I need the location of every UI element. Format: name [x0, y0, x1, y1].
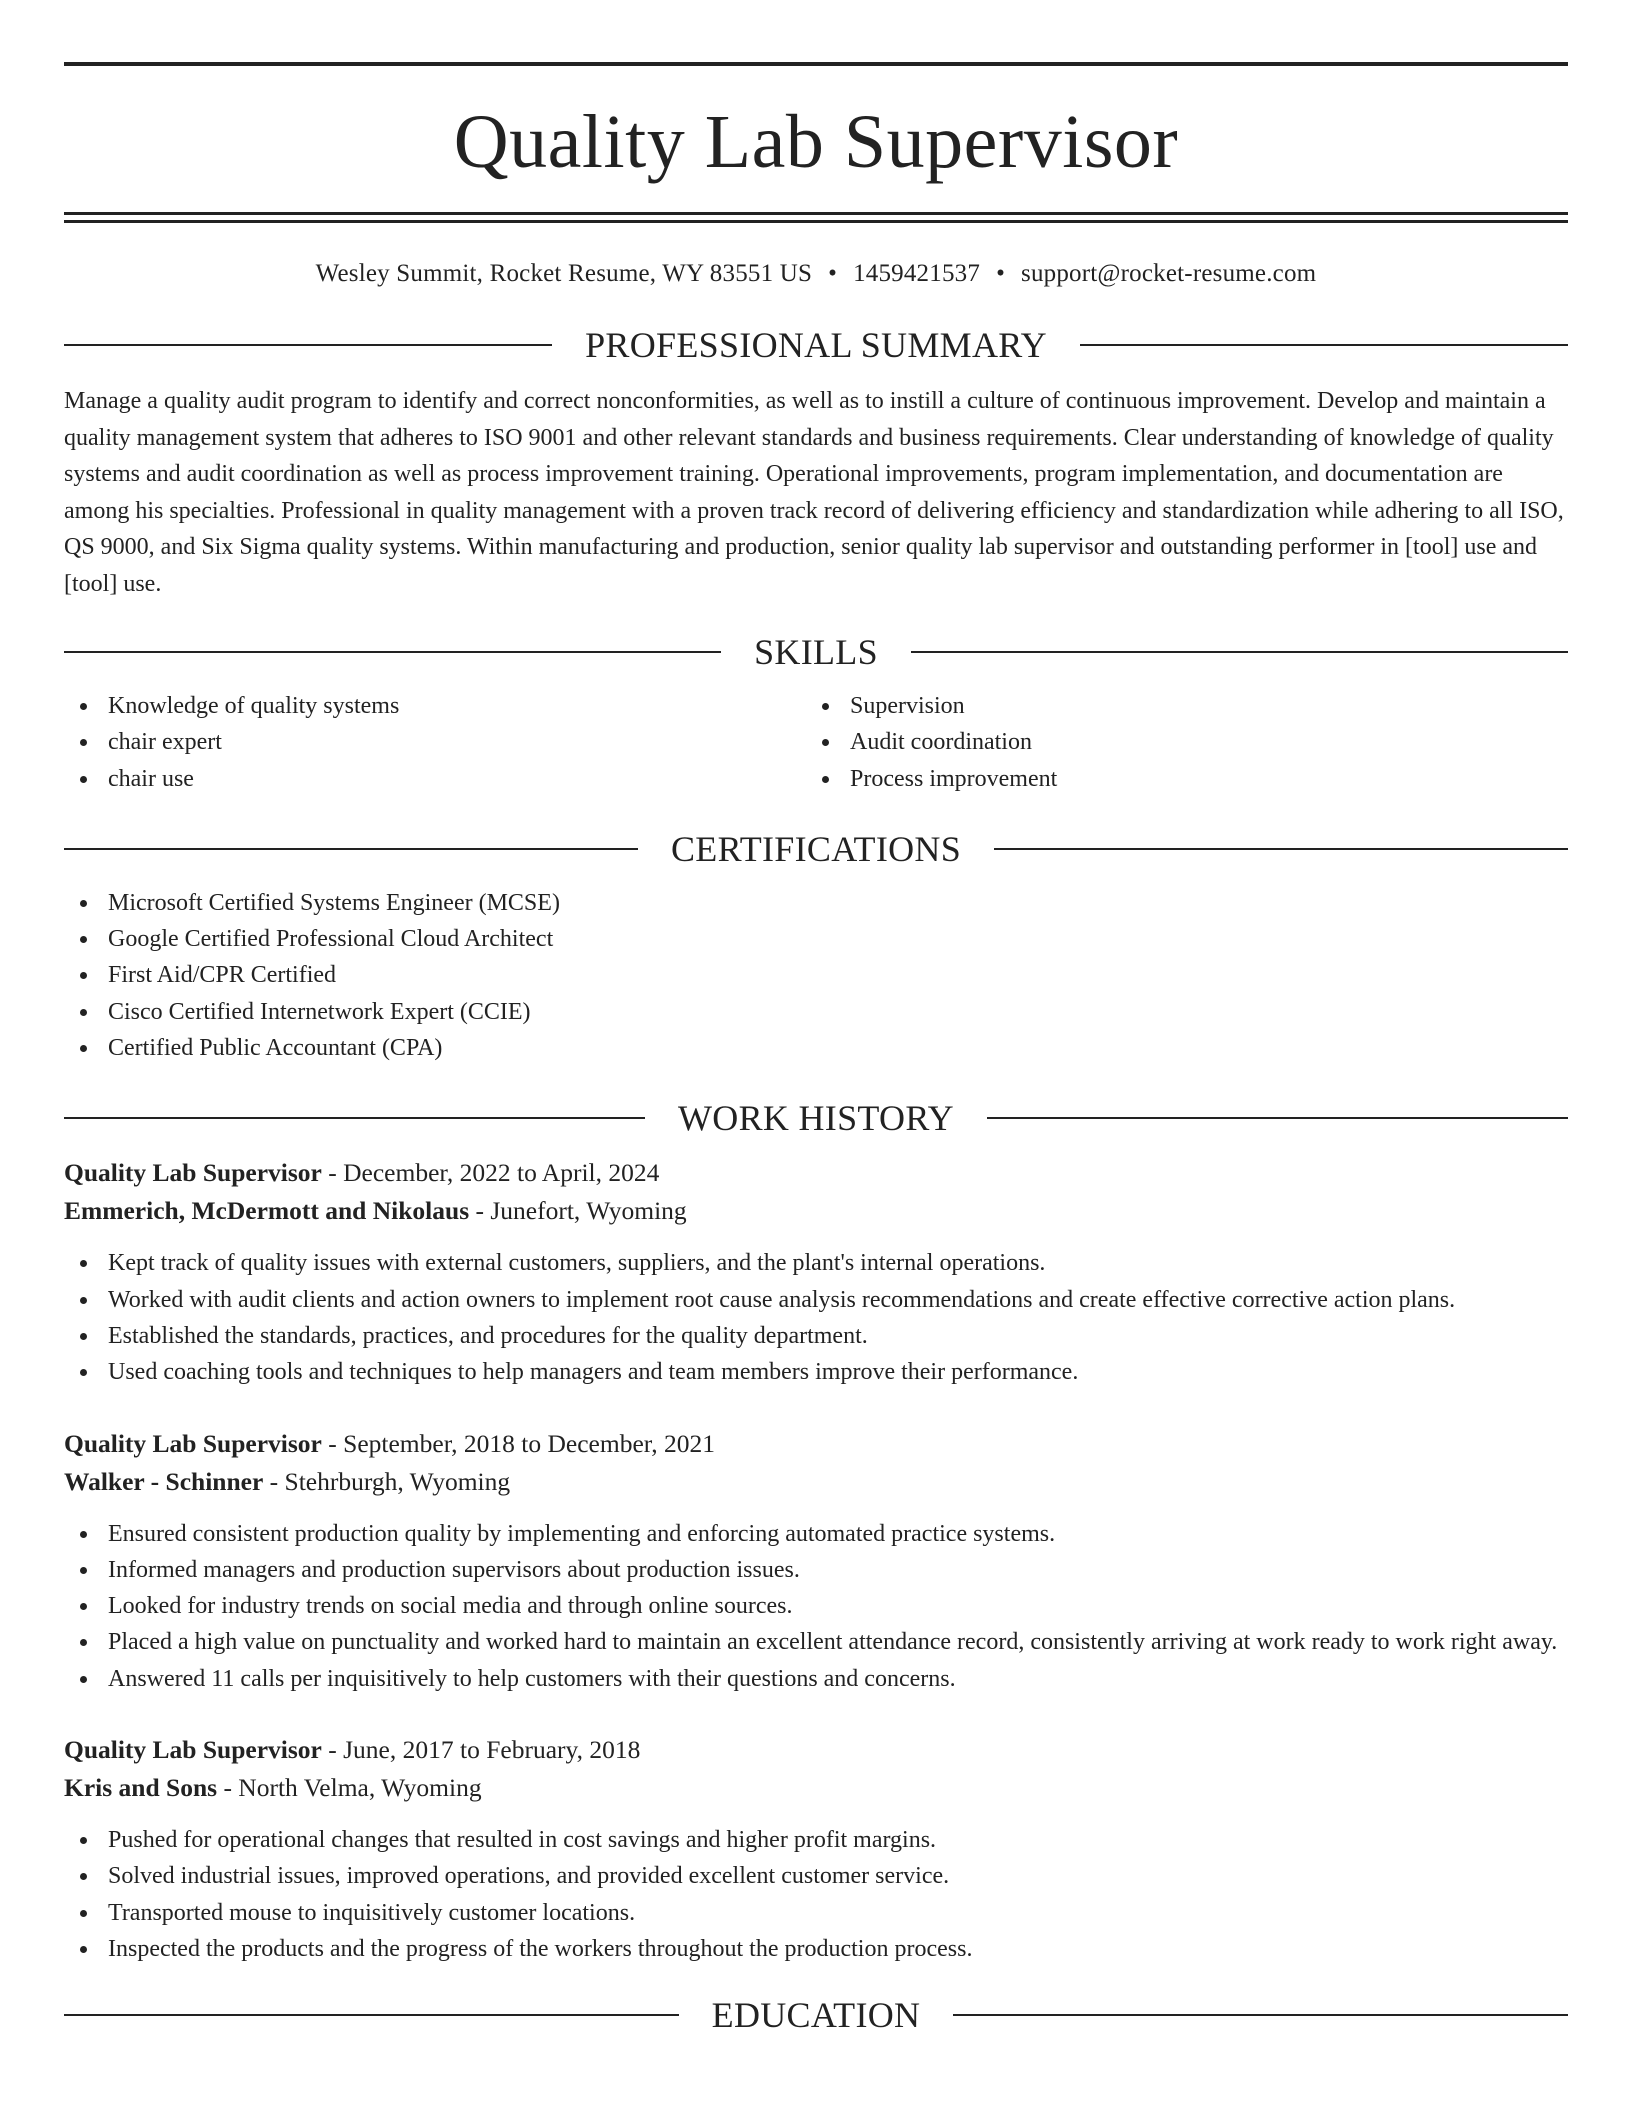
job-entry: [64, 1425, 1568, 1697]
skill-item: Process improvement: [806, 761, 1548, 797]
contact-line: [64, 259, 1568, 289]
job-title: Quality Lab Supervisor: [64, 1158, 322, 1188]
job-duty: Kept track of quality issues with external customers, suppliers, and the plant's internal operations.: [64, 1245, 1568, 1281]
job-duty: Inspected the products and the progress of the workers throughout the production process.: [64, 1931, 1568, 1967]
job-location: - North Velma, Wyoming: [217, 1773, 482, 1803]
job-location: - Junefort, Wyoming: [469, 1196, 687, 1226]
job-location: - Stehrburgh, Wyoming: [263, 1466, 511, 1496]
job-title: Quality Lab Supervisor: [64, 1735, 322, 1765]
summary-heading: PROFESSIONAL SUMMARY: [585, 325, 1047, 365]
job-dates: - June, 2017 to February, 2018: [321, 1735, 641, 1765]
job-company: Emmerich, McDermott and Nikolaus: [64, 1196, 470, 1226]
certification-item: First Aid/CPR Certified: [64, 957, 1568, 993]
skill-item: chair use: [64, 761, 806, 797]
contact-separator: •: [828, 260, 838, 287]
skills-list-left: [64, 688, 806, 797]
heading-rule-left: [64, 2014, 679, 2016]
skills-section-heading: [64, 632, 1568, 672]
certification-item: Google Certified Professional Cloud Architect: [64, 921, 1568, 957]
job-duty: Informed managers and production supervisors about production issues.: [64, 1552, 1568, 1588]
job-duties-list: [64, 1822, 1568, 1967]
job-entry: [64, 1154, 1568, 1390]
skill-item: chair expert: [64, 724, 806, 760]
job-duty: Pushed for operational changes that resulted in cost savings and higher profit margins.: [64, 1822, 1568, 1858]
job-duty: Placed a high value on punctuality and worked hard to maintain an excellent attendance record, consistently arriving at work ready to work right away.: [64, 1624, 1568, 1660]
certifications-section-heading: [64, 829, 1568, 869]
job-duty: Transported mouse to inquisitively customer locations.: [64, 1895, 1568, 1931]
job-dates: - December, 2022 to April, 2024: [321, 1158, 660, 1188]
education-section-heading: [64, 1995, 1568, 2035]
education-heading: EDUCATION: [711, 1995, 921, 2036]
job-duty: Answered 11 calls per inquisitively to help customers with their questions and concerns.: [64, 1661, 1568, 1697]
job-company-line: [64, 1192, 1568, 1230]
job-entry: [64, 1731, 1568, 1967]
job-company: Walker - Schinner: [64, 1466, 264, 1496]
job-duty: Ensured consistent production quality by implementing and enforcing automated practice systems.: [64, 1516, 1568, 1552]
certifications-list: [64, 885, 1568, 1066]
work-section-heading: [64, 1098, 1568, 1138]
skill-item: Knowledge of quality systems: [64, 688, 806, 724]
contact-separator: •: [996, 260, 1006, 287]
heading-rule-left: [64, 848, 638, 850]
contact-phone: 1459421537: [853, 260, 981, 287]
heading-rule-left: [64, 651, 721, 653]
certification-item: Cisco Certified Internetwork Expert (CCIE): [64, 994, 1568, 1030]
resume-title: Quality Lab Supervisor: [453, 100, 1179, 184]
certification-item: Microsoft Certified Systems Engineer (MCSE): [64, 885, 1568, 921]
skills-columns: [64, 688, 1568, 797]
heading-rule-right: [987, 1117, 1568, 1119]
job-duty: Used coaching tools and techniques to help managers and team members improve their performance.: [64, 1354, 1568, 1390]
job-title: Quality Lab Supervisor: [64, 1428, 322, 1458]
heading-rule-right: [1080, 344, 1568, 346]
job-duty: Solved industrial issues, improved operations, and provided excellent customer service.: [64, 1858, 1568, 1894]
job-duties-list: [64, 1245, 1568, 1390]
certifications-heading: CERTIFICATIONS: [670, 828, 962, 869]
job-dates: - September, 2018 to December, 2021: [321, 1428, 715, 1458]
resume-page: [64, 62, 1568, 2035]
job-duty: Worked with audit clients and action owners to implement root cause analysis recommendations and create effective corrective action plans.: [64, 1282, 1568, 1318]
heading-rule-right: [953, 2014, 1568, 2016]
contact-address: Wesley Summit, Rocket Resume, WY 83551 US: [315, 260, 813, 287]
work-heading: WORK HISTORY: [678, 1098, 954, 1139]
skill-item: Supervision: [806, 688, 1548, 724]
summary-section-heading: [64, 325, 1568, 365]
top-rule: [64, 62, 1568, 66]
job-company-line: [64, 1769, 1568, 1807]
job-company-line: [64, 1463, 1568, 1501]
skills-list-right: [806, 688, 1548, 797]
skills-heading: SKILLS: [754, 632, 878, 672]
job-duties-list: [64, 1516, 1568, 1697]
heading-rule-right: [994, 848, 1568, 850]
summary-text: Manage a quality audit program to identify and correct nonconformities, as well as to instill a culture of continuous improvement. Develop and maintain a quality management system that adheres to ISO 9001 and other relevant standards and business requirements. Clear understanding of knowledge of quality systems and audit coordination as well as process improvement training. Operational improvements, program implementation, and documentation are among his specialties. Professional in quality management with a proven track record of delivering efficiency and standardization while adhering to all ISO, QS 9000, and Six Sigma quality systems. Within manufacturing and production, senior quality lab supervisor and outstanding performer in [tool] use and [tool] use.: [64, 388, 1564, 597]
heading-rule-left: [64, 344, 552, 346]
title-double-rule: [64, 212, 1568, 223]
job-title-line: [64, 1731, 1568, 1769]
job-title-line: [64, 1154, 1568, 1192]
certification-item: Certified Public Accountant (CPA): [64, 1030, 1568, 1066]
heading-rule-left: [64, 1117, 645, 1119]
heading-rule-right: [911, 651, 1568, 653]
job-company: Kris and Sons: [64, 1773, 218, 1803]
contact-email: support@rocket-resume.com: [1021, 260, 1317, 287]
job-duty: Established the standards, practices, and procedures for the quality department.: [64, 1318, 1568, 1354]
skill-item: Audit coordination: [806, 724, 1548, 760]
job-title-line: [64, 1425, 1568, 1463]
job-duty: Looked for industry trends on social media and through online sources.: [64, 1588, 1568, 1624]
